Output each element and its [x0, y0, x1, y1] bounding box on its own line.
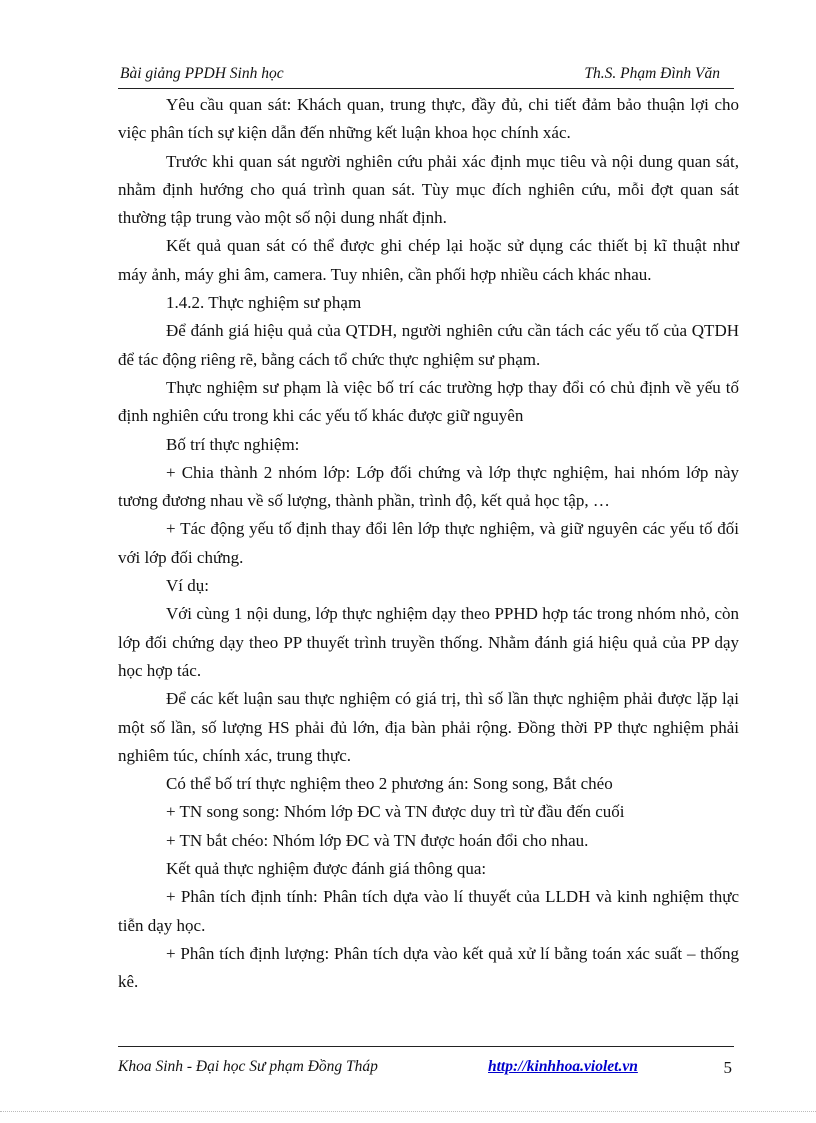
paragraph: Ví dụ:	[166, 576, 209, 596]
paragraph: Kết quả thực nghiệm được đánh giá thông qua:	[166, 859, 487, 879]
paragraph: Trước khi quan sát người nghiên cứu phải xác định mục tiêu và nội dung quan sát, nhằm định hướng cho quá trình quan sát. Tùy mục đích nghiên cứu, mỗi đợt quan sát thường tập trung vào một số nội dung nhất định.	[118, 151, 739, 228]
list-item: + Phân tích định tính: Phân tích dựa vào lí thuyết của LLDH và kinh nghiệm thực tiễn dạy học.	[118, 887, 739, 935]
page-footer	[118, 1058, 734, 1080]
footer-institution: Khoa Sinh - Đại học Sư phạm Đồng Tháp	[118, 1058, 378, 1075]
footer-link[interactable]: http://kinhhoa.violet.vn	[488, 1058, 638, 1075]
page-number: 5	[723, 1058, 732, 1077]
paragraph: Bố trí thực nghiệm:	[166, 434, 300, 454]
paragraph: Để các kết luận sau thực nghiệm có giá trị, thì số lần thực nghiệm phải được lặp lại một số lần, số lượng HS phải đủ lớn, địa bàn phải rộng. Đồng thời PP thực nghiệm phải nghiêm túc, chính xác, trung thực.	[118, 689, 739, 765]
paragraph: Có thể bố trí thực nghiệm theo 2 phương án: Song song, Bắt chéo	[166, 774, 613, 794]
list-item: + Tác động yếu tố định thay đổi lên lớp thực nghiệm, và giữ nguyên các yếu tố đối với lớp đối chứng.	[118, 519, 739, 567]
document-body	[118, 91, 739, 997]
list-item: + Chia thành 2 nhóm lớp: Lớp đối chứng và lớp thực nghiệm, hai nhóm lớp này tương đương nhau về số lượng, thành phần, trình độ, kết quả học tập, …	[118, 462, 739, 511]
page-header	[118, 63, 734, 89]
paragraph: Kết quả quan sát có thể được ghi chép lại hoặc sử dụng các thiết bị kĩ thuật như máy ảnh, máy ghi âm, camera. Tuy nhiên, cần phối hợp nhiều cách khác nhau.	[118, 236, 739, 284]
header-course-title: Bài giảng PPDH Sinh học	[120, 65, 284, 82]
list-item: + TN song song: Nhóm lớp ĐC và TN được duy trì từ đầu đến cuối	[166, 802, 625, 822]
section-heading: 1.4.2. Thực nghiệm sư phạm	[166, 293, 362, 313]
list-item: + TN bắt chéo: Nhóm lớp ĐC và TN được hoán đổi cho nhau.	[166, 830, 589, 850]
list-item: + Phân tích định lượng: Phân tích dựa vào kết quả xử lí bằng toán xác suất – thống kê.	[118, 943, 739, 992]
footer-divider	[118, 1046, 734, 1047]
page-boundary	[0, 1111, 816, 1112]
paragraph: Yêu cầu quan sát: Khách quan, trung thực, đầy đủ, chi tiết đảm bảo thuận lợi cho việc phân tích sự kiện dẫn đến những kết luận khoa học chính xác.	[118, 95, 739, 143]
paragraph: Thực nghiệm sư phạm là việc bố trí các trường hợp thay đổi có chủ định về yếu tố định nghiên cứu trong khi các yếu tố khác được giữ nguyên	[118, 377, 739, 426]
paragraph: Để đánh giá hiệu quả của QTDH, người nghiên cứu cần tách các yếu tố của QTDH để tác động riêng rẽ, bằng cách tổ chức thực nghiệm sư phạm.	[118, 321, 739, 369]
header-author: Th.S. Phạm Đình Văn	[584, 65, 720, 82]
paragraph: Với cùng 1 nội dung, lớp thực nghiệm dạy theo PPHD hợp tác trong nhóm nhỏ, còn lớp đối chứng dạy theo PP thuyết trình truyền thống. Nhằm đánh giá hiệu quả của PP dạy học hợp tác.	[118, 604, 739, 680]
